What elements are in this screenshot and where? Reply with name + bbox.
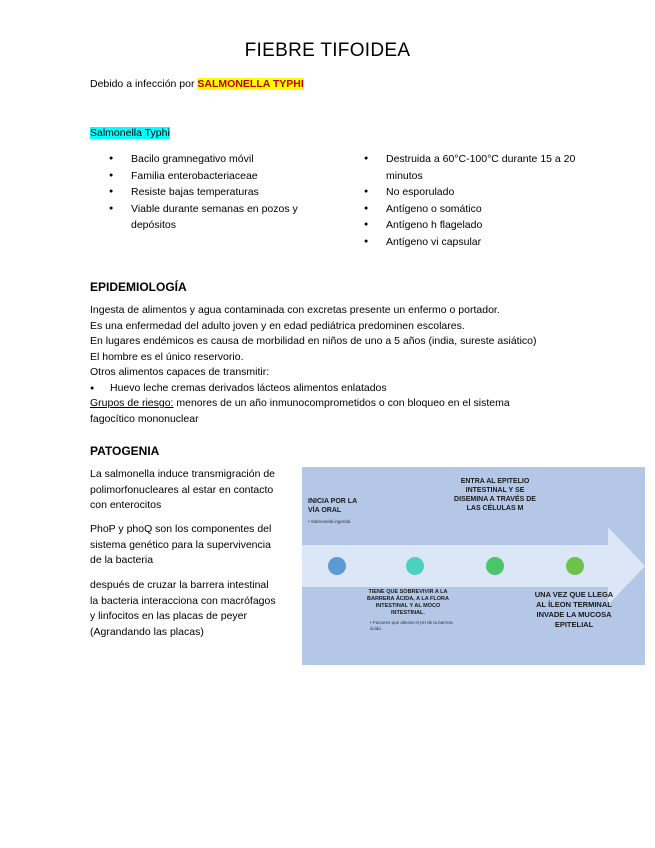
step-2-detail-text: Factores que alteran el pH de la barrera ácida bbox=[370, 620, 453, 631]
step-1-label: INICIA POR LA VÍA ORAL bbox=[308, 498, 357, 514]
list-item: ● Antígeno o somático bbox=[364, 201, 579, 218]
bullet-icon: ● bbox=[90, 384, 95, 392]
pathogenesis-line: (Agrandando las placas) bbox=[90, 625, 204, 638]
epidemiology-line: Otros alimentos capaces de transmitir: bbox=[90, 366, 270, 378]
pathogenesis-heading: PATOGENIA bbox=[90, 444, 160, 458]
pathogenesis-paragraph-3 bbox=[90, 578, 295, 640]
risk-groups-line-2: fagocítico mononuclear bbox=[90, 412, 199, 425]
pathogenesis-diagram bbox=[302, 467, 645, 665]
step-2-label: TIENE QUE SOBREVIVIR A LA BARRERA ÁCIDA, A LA FLORA INTESTINAL Y AL MOCO INTESTINAL. bbox=[367, 589, 449, 616]
pathogenesis-paragraph-1 bbox=[90, 467, 295, 514]
step-2-detail: • Factores que alteran el pH de la barrera ácida bbox=[370, 620, 453, 631]
organism-label-text: Salmonella Typhi bbox=[90, 127, 170, 139]
pathogenesis-line: La salmonella induce transmigración de bbox=[90, 468, 276, 480]
risk-groups-text: menores de un año inmunocomprometidos o con bloqueo en el sistema bbox=[173, 397, 510, 409]
pathogenesis-line: PhoP y phoQ son los componentes del bbox=[90, 523, 272, 535]
step-4 bbox=[534, 590, 614, 630]
pathogenesis-line: sistema genético para la supervivencia bbox=[90, 538, 271, 551]
cause-highlight: SALMONELLA TYPHI bbox=[197, 78, 304, 90]
pathogenesis-line: y linfocitos en las placas de peyer bbox=[90, 610, 248, 622]
list-item: ● Resiste bajas temperaturas bbox=[109, 184, 324, 201]
step-1 bbox=[308, 497, 368, 525]
epidemiology-line: En lugares endémicos es causa de morbilidad en niños de uno a 5 años (india, sureste asiático) bbox=[90, 335, 537, 347]
step-2 bbox=[362, 589, 454, 632]
step-3-dot bbox=[486, 557, 504, 575]
list-item: ● Antígeno vi capsular bbox=[364, 234, 579, 251]
list-item: ● Familia enterobacteriaceae bbox=[109, 168, 324, 185]
epidemiology-heading: EPIDEMIOLOGÍA bbox=[90, 280, 187, 294]
intro-prefix: Debido a infección por bbox=[90, 78, 198, 90]
epidemiology-bullet bbox=[90, 381, 537, 397]
step-3 bbox=[454, 477, 536, 513]
pathogenesis-line: después de cruzar la barrera intestinal bbox=[90, 579, 269, 591]
pathogenesis-line: polimorfonucleares al estar en contacto bbox=[90, 483, 274, 496]
step-1-dot bbox=[328, 557, 346, 575]
pathogenesis-line: la bacteria interacciona con macrófagos bbox=[90, 594, 276, 607]
list-item: ● Viable durante semanas en pozos y depósitos bbox=[109, 201, 324, 234]
step-2-dot bbox=[406, 557, 424, 575]
organism-label bbox=[90, 127, 170, 139]
document-title: FIEBRE TIFOIDEA bbox=[244, 40, 411, 61]
intro-line bbox=[90, 78, 304, 90]
characteristics-left bbox=[109, 151, 324, 234]
step-4-label: UNA VEZ QUE LLEGA AL ÍLEON TERMINAL INVADE LA MUCOSA EPITELIAL bbox=[534, 590, 614, 629]
pathogenesis-paragraph-2 bbox=[90, 522, 295, 569]
epidemiology-line: Es una enfermedad del adulto joven y en edad pediátrica predominen escolares. bbox=[90, 319, 465, 332]
pathogenesis-line: de la bacteria bbox=[90, 554, 154, 566]
epidemiology-body bbox=[90, 303, 537, 427]
list-item: ● Bacilo gramnegativo móvil bbox=[109, 151, 324, 168]
epidemiology-line: Ingesta de alimentos y agua contaminada con excretas presente un enfermo o portador. bbox=[90, 304, 500, 316]
epidemiology-line: El hombre es el único reservorio. bbox=[90, 350, 244, 363]
step-1-detail: • Salmonella ingerida bbox=[308, 519, 351, 524]
epidemiology-bullet-text: Huevo leche cremas derivados lácteos alimentos enlatados bbox=[110, 381, 387, 394]
step-3-label: ENTRA AL EPITELIO INTESTINAL Y SE DISEMINA A TRAVÉS DE LAS CÉLULAS M bbox=[454, 478, 536, 512]
step-4-dot bbox=[566, 557, 584, 575]
list-item: ● Destruida a 60°C-100°C durante 15 a 20 minutos bbox=[364, 151, 579, 184]
characteristics-right bbox=[364, 151, 579, 250]
risk-groups-line bbox=[90, 396, 537, 412]
list-item: ● Antígeno h flagelado bbox=[364, 217, 579, 234]
list-item: ● No esporulado bbox=[364, 184, 579, 201]
risk-groups-label: Grupos de riesgo: bbox=[90, 397, 174, 409]
step-1-detail-text: Salmonella ingerida bbox=[310, 519, 351, 524]
pathogenesis-line: con enterocitos bbox=[90, 499, 162, 511]
